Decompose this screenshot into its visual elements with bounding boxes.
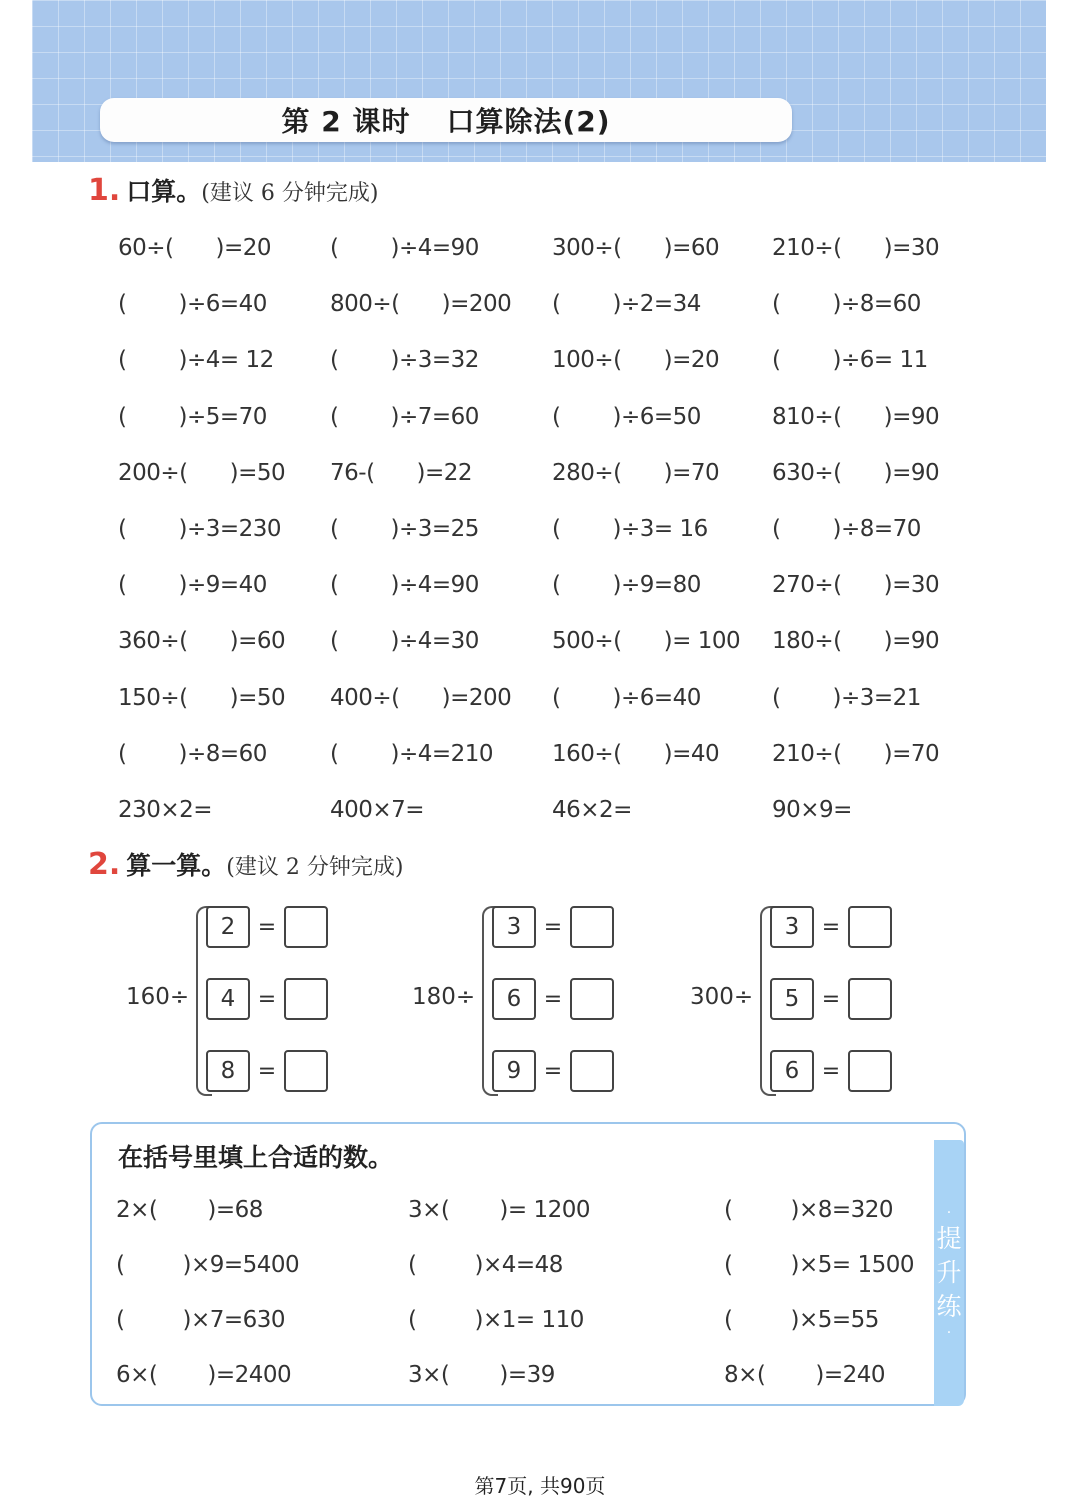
problem-left: ( — [552, 291, 561, 318]
problem-right: )=20 — [215, 235, 272, 262]
problem-left: ( — [772, 516, 781, 543]
bonus-title: 在括号里填上合适的数。 — [118, 1143, 394, 1172]
divisor-box: 2 — [206, 906, 250, 948]
problem-left: ( — [552, 684, 561, 711]
problem-right: )÷4=30 — [390, 628, 479, 655]
divisor-box: 4 — [206, 978, 250, 1020]
math-problem — [772, 782, 998, 838]
divisor-box: 5 — [770, 978, 814, 1020]
bonus-problem — [408, 1292, 724, 1347]
problem-right: )÷3=21 — [832, 684, 921, 711]
answer-box[interactable] — [570, 1050, 614, 1092]
problem-left: 46×2= — [552, 796, 632, 823]
problem-right: )=39 — [499, 1361, 555, 1388]
equals-sign: = — [821, 986, 841, 1012]
problem-left: 280÷( — [552, 459, 622, 486]
equals-sign: = — [543, 986, 563, 1012]
problem-left: ( — [330, 347, 339, 374]
problem-left: 300÷( — [552, 235, 622, 262]
math-problem — [330, 501, 552, 557]
problem-left: 100÷( — [552, 347, 622, 374]
problem-left: ( — [330, 516, 339, 543]
tab-char: 练 — [936, 1292, 962, 1321]
dividend-label: 300÷ — [690, 984, 754, 1010]
math-problem — [330, 670, 552, 726]
math-problem — [772, 445, 998, 501]
math-problem — [552, 445, 772, 501]
division-row — [492, 978, 614, 1020]
divisor-box: 6 — [770, 1050, 814, 1092]
problem-right: )=40 — [663, 740, 720, 767]
problem-right: )÷8=70 — [832, 516, 921, 543]
problem-left: ( — [118, 572, 127, 599]
problem-right: )=50 — [229, 459, 286, 486]
problem-right: )=240 — [815, 1361, 886, 1388]
problem-left: 210÷( — [772, 740, 842, 767]
math-problem — [118, 613, 330, 669]
division-row — [206, 1050, 328, 1092]
bonus-problem — [408, 1182, 724, 1237]
problem-left: 230×2= — [118, 796, 213, 823]
problem-left: ( — [330, 403, 339, 430]
problem-left: ( — [772, 347, 781, 374]
problem-left: ( — [724, 1196, 733, 1223]
problem-right: )=20 — [663, 347, 720, 374]
problem-left: 810÷( — [772, 403, 842, 430]
tab-char: 升 — [936, 1258, 962, 1287]
math-problem — [552, 220, 772, 276]
answer-box[interactable] — [284, 1050, 328, 1092]
section-1-number: 1. — [88, 173, 121, 208]
divisor-box: 6 — [492, 978, 536, 1020]
math-problem — [118, 276, 330, 332]
problem-left: ( — [330, 628, 339, 655]
math-problem — [552, 501, 772, 557]
division-row — [206, 978, 328, 1020]
equals-sign: = — [257, 986, 277, 1012]
problem-right: )=68 — [207, 1196, 263, 1223]
problem-right: )×9=5400 — [182, 1251, 300, 1278]
math-problem — [552, 782, 772, 838]
section-2-note: (建议 2 分钟完成) — [226, 855, 404, 880]
math-problem — [772, 670, 998, 726]
dividend-label: 160÷ — [126, 984, 190, 1010]
problem-left: ( — [118, 403, 127, 430]
bonus-problem — [724, 1292, 926, 1347]
problem-right: )=90 — [883, 459, 940, 486]
problem-right: )=200 — [441, 684, 512, 711]
problem-left: 2×( — [116, 1196, 158, 1223]
problem-left: ( — [408, 1306, 417, 1333]
division-row — [492, 1050, 614, 1092]
problem-right: )=60 — [663, 235, 720, 262]
problem-right: )÷9=40 — [178, 572, 267, 599]
math-problem — [330, 220, 552, 276]
answer-box[interactable] — [848, 978, 892, 1020]
problem-right: )=90 — [883, 628, 940, 655]
math-problem — [118, 557, 330, 613]
answer-box[interactable] — [848, 1050, 892, 1092]
problem-left: ( — [118, 516, 127, 543]
bonus-problem — [724, 1237, 926, 1292]
problem-left: 6×( — [116, 1361, 158, 1388]
lesson-number: 第 2 课时 — [281, 105, 411, 138]
page-title — [100, 98, 792, 142]
division-group — [690, 904, 910, 1094]
problem-left: 150÷( — [118, 684, 188, 711]
math-problem — [552, 557, 772, 613]
section-2-heading: 算一算。 — [126, 851, 227, 880]
answer-box[interactable] — [284, 978, 328, 1020]
problem-left: ( — [118, 347, 127, 374]
bonus-problem — [116, 1182, 408, 1237]
bonus-problem — [116, 1292, 408, 1347]
math-problem — [118, 332, 330, 388]
problem-right: )÷8=60 — [832, 291, 921, 318]
math-problem — [330, 332, 552, 388]
problem-left: ( — [724, 1306, 733, 1333]
math-problem — [772, 389, 998, 445]
problem-right: )÷3=32 — [390, 347, 479, 374]
problem-left: ( — [118, 740, 127, 767]
section-1-heading: 口算。 — [126, 177, 202, 206]
math-problem — [552, 332, 772, 388]
math-problem — [330, 613, 552, 669]
problem-left: ( — [116, 1251, 125, 1278]
problem-left: ( — [772, 684, 781, 711]
problem-right: )=70 — [663, 459, 720, 486]
math-problem — [118, 782, 330, 838]
problem-right: )÷7=60 — [390, 403, 479, 430]
math-problem — [118, 445, 330, 501]
math-problem — [118, 670, 330, 726]
divisor-box: 8 — [206, 1050, 250, 1092]
problem-right: )÷3=230 — [178, 516, 282, 543]
math-problem — [772, 726, 998, 782]
tab-dot-top: · — [946, 1205, 952, 1221]
math-problem — [118, 726, 330, 782]
problem-left: 60÷( — [118, 235, 174, 262]
math-problem — [118, 389, 330, 445]
problem-right: )÷9=80 — [612, 572, 701, 599]
equals-sign: = — [543, 914, 563, 940]
problem-right: )÷3= 16 — [612, 516, 708, 543]
division-group — [126, 904, 346, 1094]
equals-sign: = — [257, 914, 277, 940]
problem-left: 3×( — [408, 1196, 450, 1223]
problem-right: )÷4=90 — [390, 572, 479, 599]
bonus-problem — [724, 1347, 926, 1402]
problem-right: )=90 — [883, 403, 940, 430]
side-tab — [934, 1140, 964, 1406]
problem-left: ( — [330, 572, 339, 599]
math-problem — [772, 220, 998, 276]
problem-left: 200÷( — [118, 459, 188, 486]
problem-right: )÷4=210 — [390, 740, 494, 767]
math-problem — [552, 276, 772, 332]
bonus-problem — [724, 1182, 926, 1237]
problem-left: 360÷( — [118, 628, 188, 655]
problem-right: )÷4= 12 — [178, 347, 274, 374]
bonus-problem — [116, 1237, 408, 1292]
math-problem — [552, 670, 772, 726]
problem-right: )=30 — [883, 572, 940, 599]
division-row — [770, 906, 892, 948]
problem-left: 76-( — [330, 459, 375, 486]
problem-right: )=22 — [416, 459, 473, 486]
division-row — [770, 1050, 892, 1092]
problem-left: 180÷( — [772, 628, 842, 655]
problem-right: )×1= 110 — [474, 1306, 584, 1333]
divisor-box: 3 — [770, 906, 814, 948]
problem-left: ( — [552, 516, 561, 543]
problem-left: 210÷( — [772, 235, 842, 262]
math-problem — [772, 557, 998, 613]
problem-left: 800÷( — [330, 291, 400, 318]
problem-right: )= 1200 — [499, 1196, 590, 1223]
math-problem — [772, 332, 998, 388]
problem-left: ( — [330, 740, 339, 767]
equals-sign: = — [821, 914, 841, 940]
problem-right: )÷4=90 — [390, 235, 479, 262]
problem-right: )=60 — [229, 628, 286, 655]
math-problem — [552, 726, 772, 782]
problem-left: ( — [552, 403, 561, 430]
problem-right: )÷8=60 — [178, 740, 267, 767]
problem-left: 630÷( — [772, 459, 842, 486]
problem-right: )÷6=40 — [612, 684, 701, 711]
divisor-box: 3 — [492, 906, 536, 948]
page-footer: 第7页, 共90页 — [474, 1474, 606, 1498]
problem-right: )÷5=70 — [178, 403, 267, 430]
math-problem — [330, 389, 552, 445]
dividend-label: 180÷ — [412, 984, 476, 1010]
problem-right: )=70 — [883, 740, 940, 767]
bonus-grid — [116, 1182, 926, 1402]
division-row — [770, 978, 892, 1020]
tab-char: 提 — [936, 1224, 962, 1253]
math-problem — [330, 276, 552, 332]
tab-dot-bottom: · — [946, 1325, 952, 1341]
problem-right: )÷2=34 — [612, 291, 701, 318]
problem-left: ( — [408, 1251, 417, 1278]
math-problem — [772, 613, 998, 669]
division-row — [206, 906, 328, 948]
problem-right: )=30 — [883, 235, 940, 262]
problem-left: 8×( — [724, 1361, 766, 1388]
problem-left: ( — [552, 572, 561, 599]
math-problem — [330, 726, 552, 782]
answer-box[interactable] — [570, 906, 614, 948]
problem-left: ( — [116, 1306, 125, 1333]
equals-sign: = — [821, 1058, 841, 1084]
math-problem — [330, 445, 552, 501]
problem-right: )=200 — [441, 291, 512, 318]
math-problem — [118, 501, 330, 557]
mental-math-grid — [118, 220, 998, 838]
problem-right: )×7=630 — [182, 1306, 286, 1333]
problem-left: ( — [118, 291, 127, 318]
bonus-practice-box — [90, 1122, 966, 1406]
answer-box[interactable] — [848, 906, 892, 948]
bonus-problem — [116, 1347, 408, 1402]
section-2-number: 2. — [88, 847, 121, 882]
division-row — [492, 906, 614, 948]
problem-left: 500÷( — [552, 628, 622, 655]
equals-sign: = — [257, 1058, 277, 1084]
problem-right: )÷6=40 — [178, 291, 267, 318]
section-2-title — [88, 846, 403, 882]
problem-left: 400÷( — [330, 684, 400, 711]
lesson-topic: 口算除法(2) — [446, 105, 611, 138]
problem-right: )=50 — [229, 684, 286, 711]
math-problem — [330, 557, 552, 613]
problem-right: )÷6= 11 — [832, 347, 928, 374]
problem-left: ( — [330, 235, 339, 262]
problem-right: )÷3=25 — [390, 516, 479, 543]
problem-right: )×5=55 — [790, 1306, 879, 1333]
bonus-problem — [408, 1237, 724, 1292]
section-1-title — [88, 172, 378, 208]
problem-right: )×8=320 — [790, 1196, 894, 1223]
problem-left: 90×9= — [772, 796, 852, 823]
bonus-problem — [408, 1347, 724, 1402]
problem-left: ( — [772, 291, 781, 318]
problem-right: )×4=48 — [474, 1251, 563, 1278]
math-problem — [772, 501, 998, 557]
division-group — [412, 904, 632, 1094]
math-problem — [330, 782, 552, 838]
problem-left: 270÷( — [772, 572, 842, 599]
problem-left: 400×7= — [330, 796, 425, 823]
equals-sign: = — [543, 1058, 563, 1084]
math-problem — [552, 613, 772, 669]
answer-box[interactable] — [284, 906, 328, 948]
divisor-box: 9 — [492, 1050, 536, 1092]
problem-left: ( — [724, 1251, 733, 1278]
problem-right: )= 100 — [663, 628, 741, 655]
problem-right: )÷6=50 — [612, 403, 701, 430]
problem-right: )×5= 1500 — [790, 1251, 914, 1278]
math-problem — [552, 389, 772, 445]
answer-box[interactable] — [570, 978, 614, 1020]
math-problem — [772, 276, 998, 332]
problem-right: )=2400 — [207, 1361, 292, 1388]
math-problem — [118, 220, 330, 276]
section-1-note: (建议 6 分钟完成) — [201, 181, 379, 206]
problem-left: 3×( — [408, 1361, 450, 1388]
problem-left: 160÷( — [552, 740, 622, 767]
